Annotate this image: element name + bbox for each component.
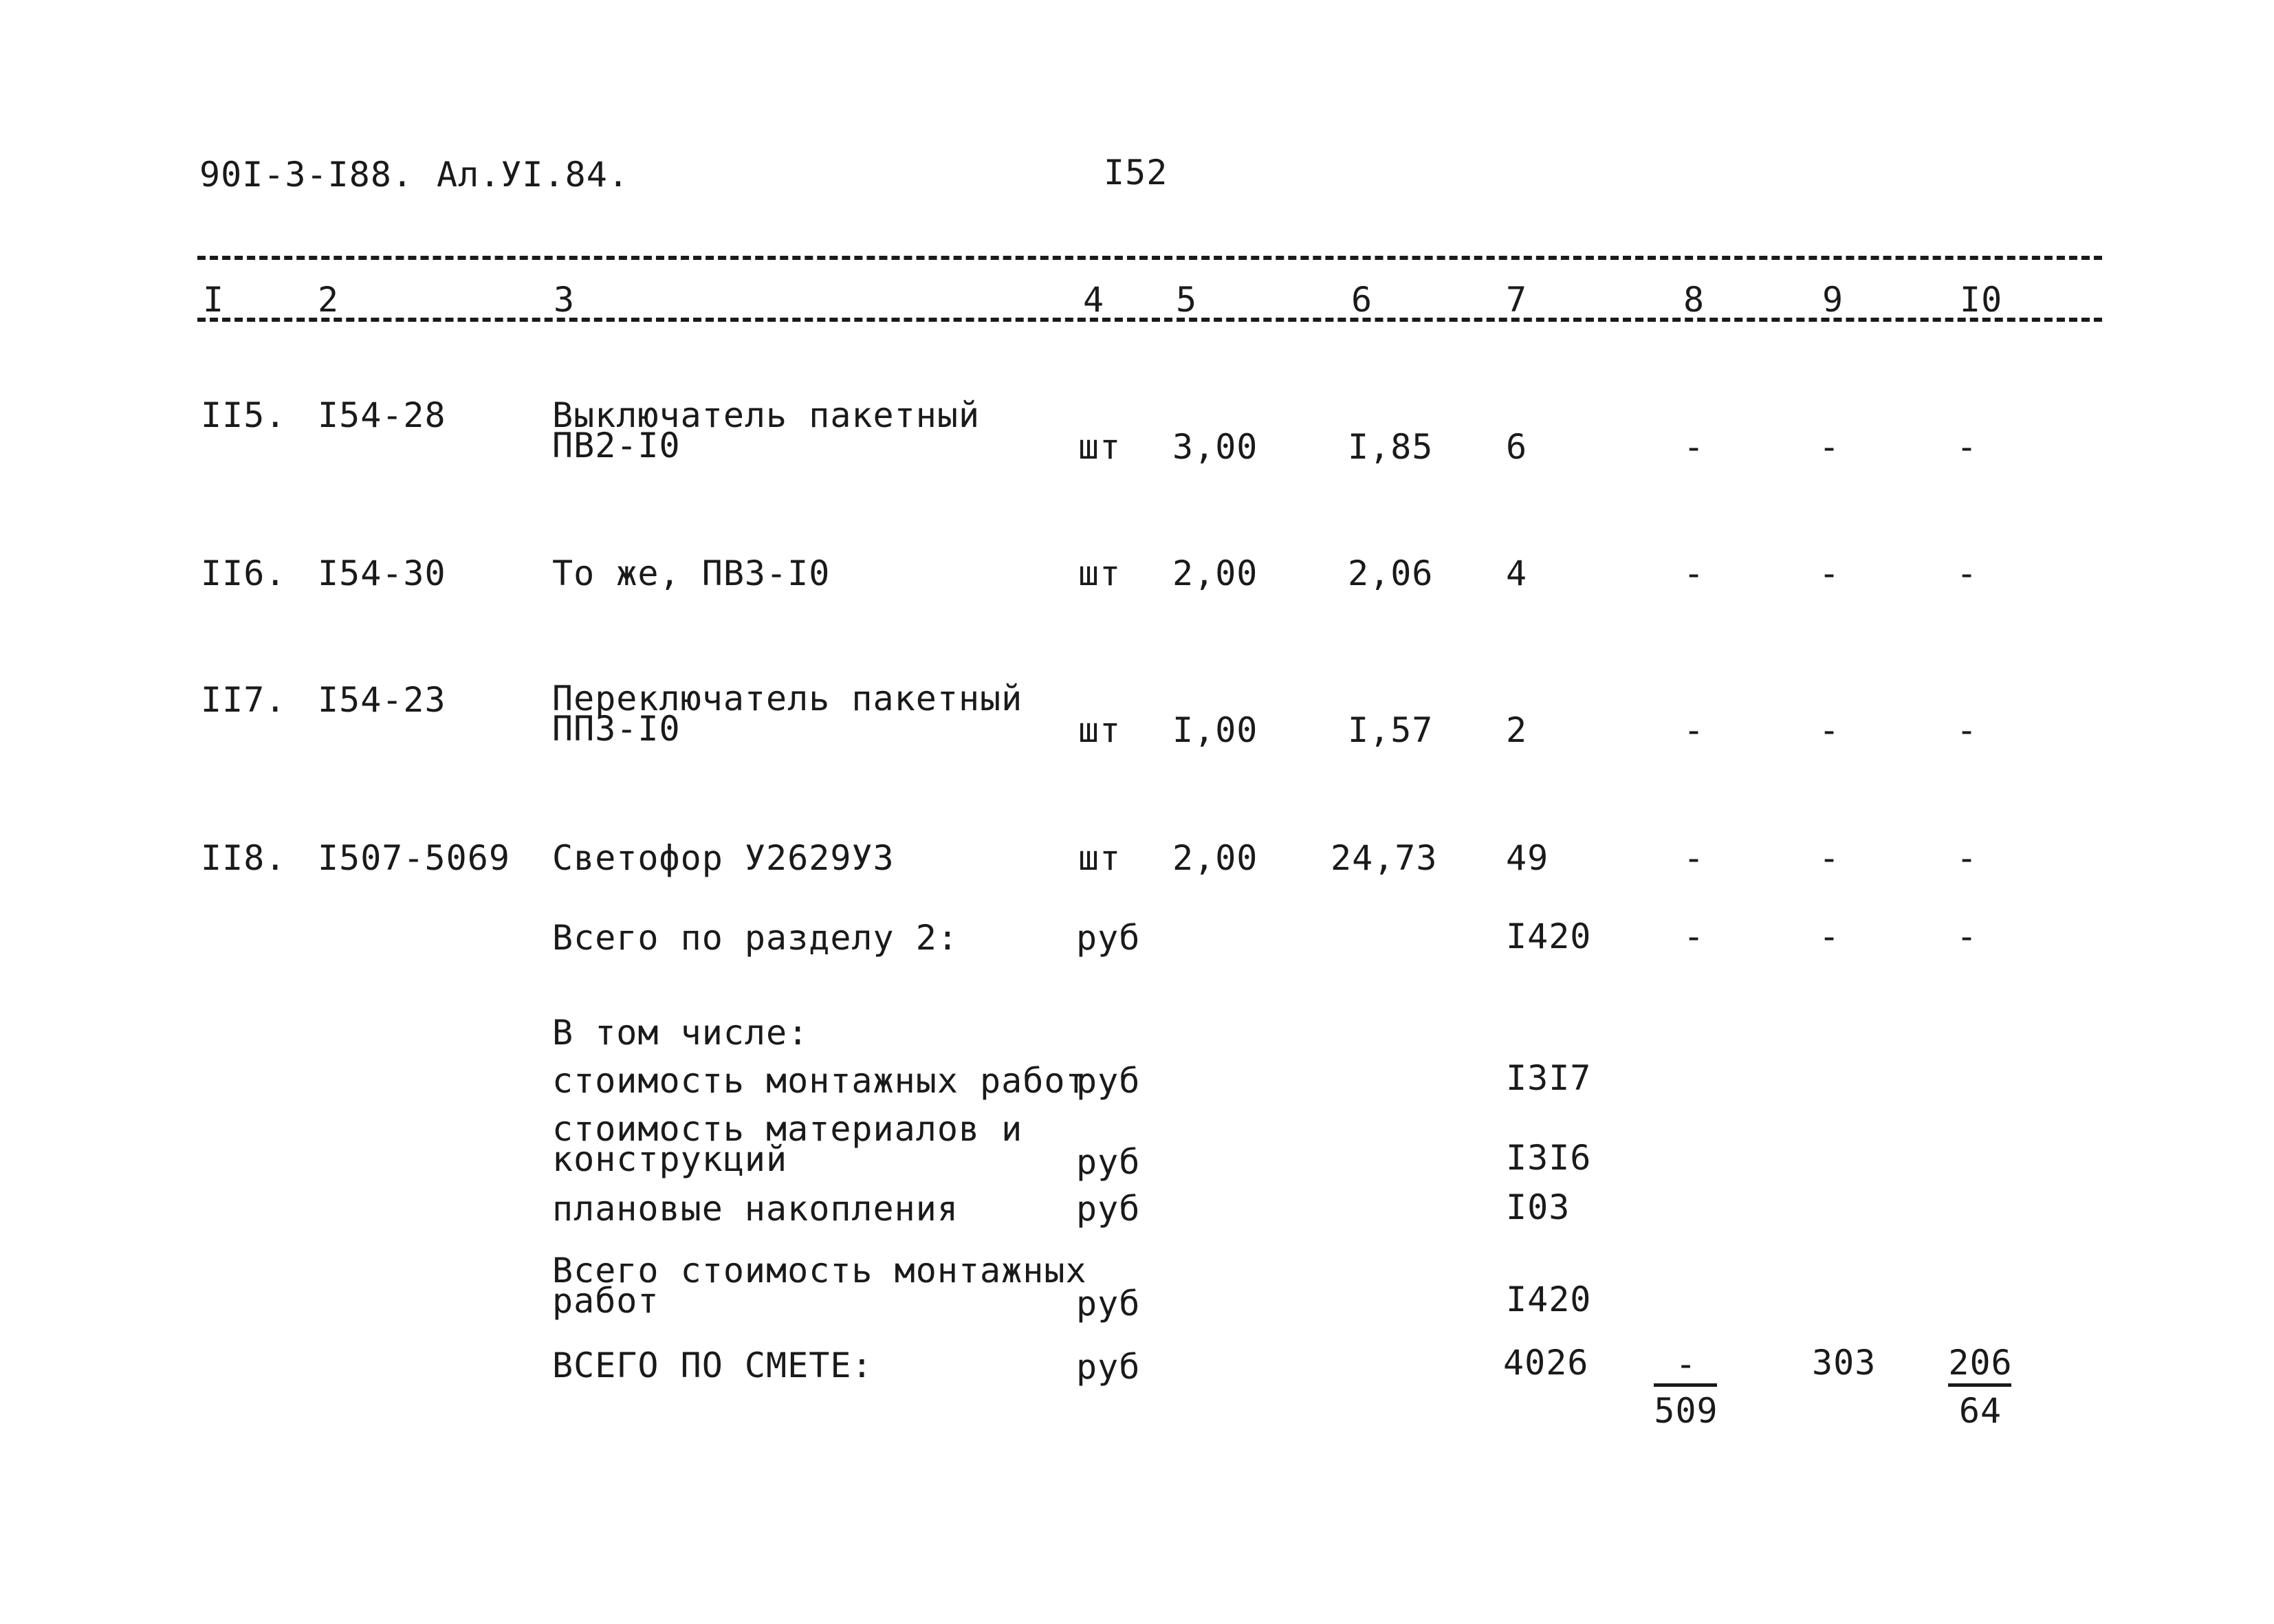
- row-quantity: 3,00: [1172, 427, 1258, 467]
- row-number: II5.: [201, 395, 287, 435]
- row-number: II7.: [201, 680, 287, 720]
- row-col10: -: [1956, 710, 1978, 750]
- section-total-col9: -: [1819, 917, 1841, 956]
- row-code: I54-28: [318, 395, 446, 435]
- row-col10: -: [1956, 838, 1978, 878]
- row-number: II8.: [201, 838, 287, 878]
- breakdown-value: I3I7: [1506, 1058, 1592, 1098]
- column-header-3: 3: [554, 280, 576, 320]
- grand-total-label: ВСЕГО ПО СМЕТЕ:: [552, 1346, 873, 1385]
- row-code: I54-30: [318, 553, 446, 593]
- row-col8: -: [1683, 553, 1705, 593]
- row-col10: -: [1956, 427, 1978, 467]
- breakdown-heading: В том числе:: [552, 1013, 809, 1053]
- grand-total-col10-top: 206: [1948, 1343, 2013, 1383]
- row-col9: -: [1819, 553, 1841, 593]
- grand-total-unit: руб: [1076, 1347, 1141, 1387]
- row-col9: -: [1819, 427, 1841, 467]
- breakdown-unit: руб: [1076, 1061, 1141, 1101]
- column-header-4: 4: [1083, 280, 1105, 320]
- breakdown-unit: руб: [1076, 1284, 1141, 1324]
- column-header-6: 6: [1351, 280, 1373, 320]
- fraction-bar: [1948, 1383, 2011, 1387]
- grand-total-col9: 303: [1812, 1343, 1877, 1383]
- section-total-label: Всего по разделу 2:: [552, 918, 959, 958]
- row-col8: -: [1683, 838, 1705, 878]
- row-quantity: 2,00: [1172, 838, 1258, 878]
- row-unit: шт: [1078, 553, 1122, 593]
- breakdown-value: I3I6: [1506, 1138, 1592, 1178]
- breakdown-label: стоимость материалов и: [552, 1109, 1023, 1149]
- breakdown-value: I420: [1506, 1280, 1592, 1319]
- breakdown-value: I03: [1506, 1187, 1571, 1227]
- row-unit: шт: [1078, 838, 1122, 878]
- row-name-line2: ПП3-I0: [552, 709, 681, 749]
- breakdown-label: Всего стоимость монтажных: [552, 1251, 1087, 1291]
- row-price: 2,06: [1348, 553, 1434, 593]
- column-header-7: 7: [1506, 280, 1528, 320]
- page-number: I52: [1104, 153, 1168, 193]
- row-unit: шт: [1078, 710, 1122, 750]
- row-total: 4: [1506, 553, 1528, 593]
- column-header-5: 5: [1176, 280, 1198, 320]
- row-price: I,85: [1348, 427, 1434, 467]
- row-col8: -: [1683, 710, 1705, 750]
- breakdown-label-line2: конструкций: [552, 1139, 788, 1179]
- row-total: 6: [1506, 427, 1528, 467]
- row-unit: шт: [1078, 427, 1122, 467]
- column-header-10: I0: [1960, 280, 2003, 320]
- row-total: 2: [1506, 710, 1528, 750]
- row-price: 24,73: [1331, 838, 1438, 878]
- section-total-col10: -: [1956, 917, 1978, 956]
- row-name-line1: Переключатель пакетный: [552, 679, 1023, 718]
- row-col8: -: [1683, 427, 1705, 467]
- breakdown-label: стоимость монтажных работ: [552, 1061, 1087, 1101]
- section-total-unit: руб: [1076, 918, 1141, 958]
- row-name-line2: ПВ2-I0: [552, 426, 681, 465]
- grand-total-col8-top: -: [1675, 1344, 1697, 1384]
- document-code: 90I-3-I88.: [199, 155, 414, 195]
- section-total-col8: -: [1683, 917, 1705, 956]
- row-quantity: I,00: [1172, 710, 1258, 750]
- column-header-8: 8: [1683, 280, 1705, 320]
- grand-total-value: 4026: [1503, 1343, 1589, 1383]
- grand-total-col10-bottom: 64: [1958, 1391, 2002, 1431]
- row-name-line1: Выключатель пакетный: [552, 395, 981, 435]
- row-number: II6.: [201, 553, 287, 593]
- breakdown-unit: руб: [1076, 1189, 1141, 1229]
- row-price: I,57: [1348, 710, 1434, 750]
- column-header-9: 9: [1822, 280, 1844, 320]
- row-quantity: 2,00: [1172, 553, 1258, 593]
- row-name-line1: Светофор У2629У3: [552, 838, 895, 878]
- fraction-bar: [1654, 1383, 1717, 1387]
- column-header-2: 2: [318, 280, 340, 320]
- grand-total-col8-bottom: 509: [1654, 1391, 1718, 1431]
- album-number: Ал.УI.84.: [437, 155, 629, 195]
- breakdown-label: плановые накопления: [552, 1189, 959, 1229]
- breakdown-label-line2: работ: [552, 1281, 659, 1321]
- section-total-value: I420: [1506, 917, 1592, 956]
- row-code: I507-5069: [318, 838, 510, 878]
- row-total: 49: [1506, 838, 1549, 878]
- row-name-line1: То же, ПВ3-I0: [552, 553, 831, 593]
- row-code: I54-23: [318, 680, 446, 720]
- row-col10: -: [1956, 553, 1978, 593]
- column-header-1: I: [203, 280, 225, 320]
- row-col9: -: [1819, 838, 1841, 878]
- row-col9: -: [1819, 710, 1841, 750]
- breakdown-unit: руб: [1076, 1142, 1141, 1182]
- header-bottom-rule: [197, 318, 2102, 322]
- header-top-rule: [197, 256, 2102, 260]
